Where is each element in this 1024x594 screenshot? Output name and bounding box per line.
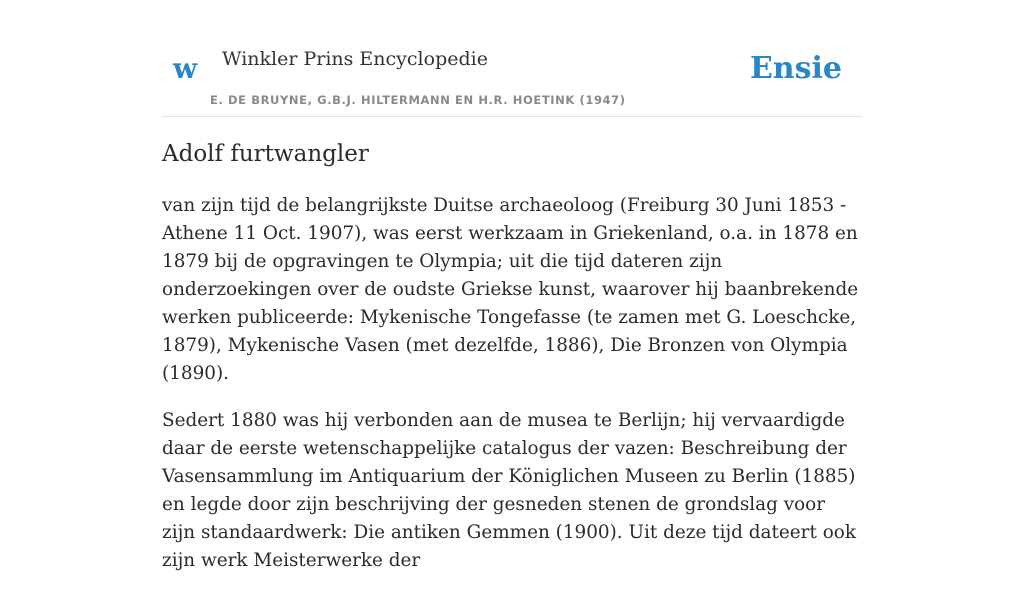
article-title: Adolf furtwangler [162,141,369,167]
source-logo-icon[interactable]: w [173,52,198,85]
article-body [162,192,862,594]
article-paragraph: van zijn tijd de belangrijkste Duitse archaeoloog (Freiburg 30 Juni 1853 - Athene 11 Oct. 1907), was eerst werkzaam in Griekenland, o.a. in 1878 en 1879 bij de opgravingen te Olympia; uit die tijd dateren zijn onderzoekingen over de oudste Griekse kunst, waarover hij baanbrekende werken publiceerde: Mykenische Tongefasse (te zamen met G. Loeschcke, 1879), Mykenische Vasen (met dezelfde, 1886), Die Bronzen von Olympia (1890). [162,195,859,384]
source-authors: E. DE BRUYNE, G.B.J. HILTERMANN EN H.R. HOETINK (1947) [210,93,626,107]
brand-logo[interactable]: Ensie [749,51,842,86]
source-title[interactable]: Winkler Prins Encyclopedie [222,48,488,70]
article-paragraph: Sedert 1880 was hij verbonden aan de musea te Berlijn; hij vervaardigde daar de eerste wetenschappelijke catalogus der vazen: Beschreibung der Vasensammlung im Antiquarium der Königlichen Museen zu Berlin (1885) en legde door zijn beschrijving der gesneden stenen de grondslag voor zijn standaardwerk: Die antiken Gemmen (1900). Uit deze tijd dateert ook zijn werk Meisterwerke der [162,410,856,571]
header [162,0,862,117]
